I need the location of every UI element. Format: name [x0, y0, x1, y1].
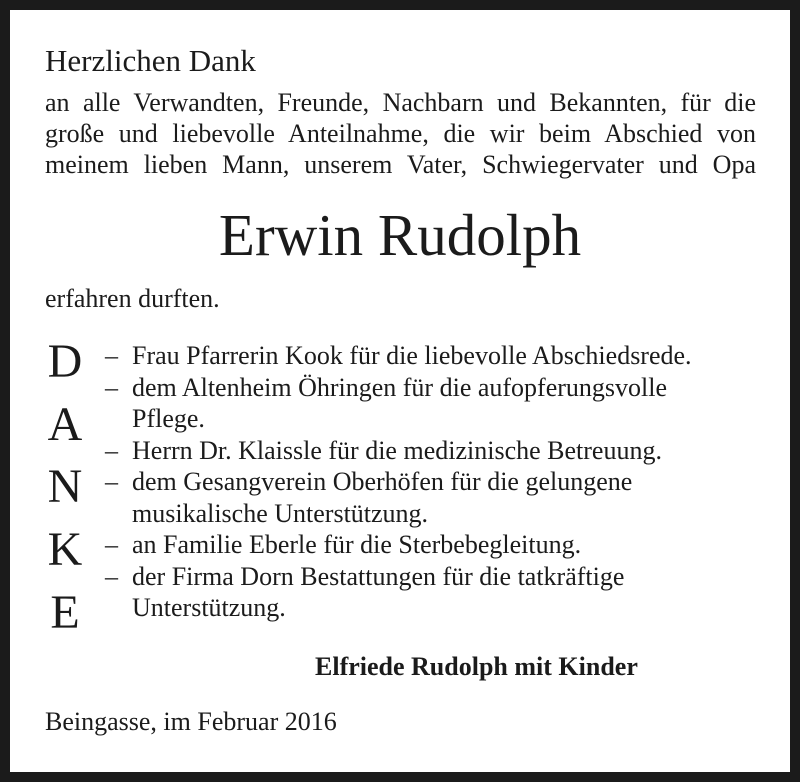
dash-bullet: –	[105, 435, 118, 465]
intro-paragraph	[45, 87, 756, 180]
dash-bullet: –	[105, 561, 118, 591]
list-item-text: Frau Pfarrerin Kook für die liebevolle Abschiedsrede.	[132, 341, 692, 370]
list-item-text: der Firma Dorn Bestattungen für die tatkräftige	[132, 561, 625, 591]
list-item-text: Pflege.	[132, 404, 205, 433]
danke-letter-a: A	[47, 398, 83, 451]
intro-line: große und liebevolle Anteilnahme, die wir beim Abschied von	[45, 119, 756, 148]
danke-letter-n: N	[47, 460, 83, 513]
learned-text: erfahren durften.	[45, 284, 220, 313]
intro-line: an alle Verwandten, Freunde, Nachbarn und Bekannten, für die	[45, 88, 756, 117]
signature: Elfriede Rudolph mit Kinder	[315, 652, 638, 681]
list-item-text: dem Altenheim Öhringen für die aufopferungsvolle	[132, 372, 668, 402]
list-item-text: musikalische Unterstützung.	[132, 498, 429, 528]
dash-bullet: –	[105, 372, 118, 402]
place-date: Beingasse, im Februar 2016	[45, 707, 337, 736]
deceased-name: Erwin Rudolph	[218, 202, 582, 268]
danke-letter-e: E	[50, 586, 80, 639]
dash-bullet: –	[105, 341, 118, 370]
danke-letter-d: D	[47, 335, 83, 388]
list-item-text: an Familie Eberle für die Sterbebegleitung.	[132, 530, 582, 559]
obituary-notice-card	[10, 10, 790, 772]
dash-bullet: –	[105, 467, 118, 496]
list-item-text: dem Gesangverein Oberhöfen für die gelungene	[132, 467, 633, 496]
intro-line: meinem lieben Mann, unserem Vater, Schwiegervater und Opa	[45, 150, 756, 179]
list-item-text: Herrn Dr. Klaissle für die medizinische Betreuung.	[132, 435, 662, 465]
heading-thanks: Herzlichen Dank	[45, 43, 256, 78]
dash-bullet: –	[105, 530, 118, 559]
list-item-text: Unterstützung.	[132, 593, 286, 622]
danke-letter-k: K	[47, 523, 83, 576]
